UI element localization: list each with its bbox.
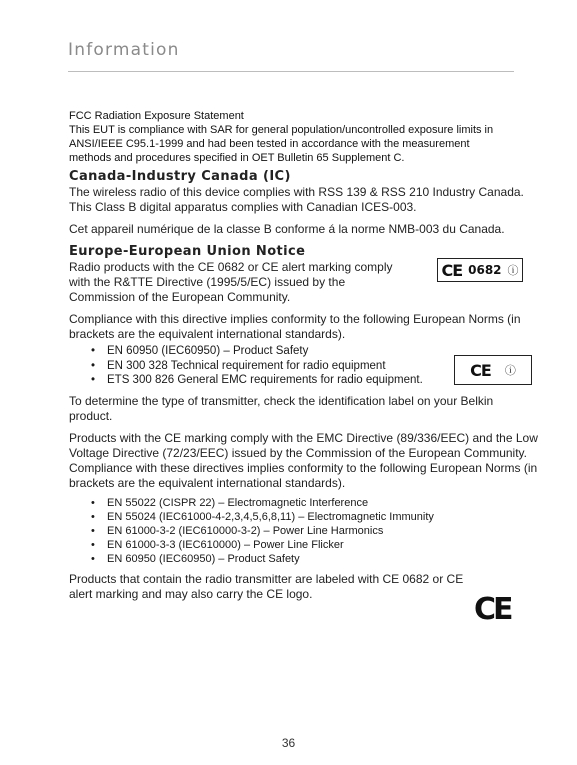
alert-icon: ⓘ bbox=[504, 364, 516, 377]
europe-section-title: Europe-European Union Notice bbox=[69, 244, 306, 259]
notified-body-number: 0682 bbox=[468, 263, 502, 277]
fcc-line: methods and procedures specified in OET Bulletin 65 Supplement C. bbox=[69, 152, 405, 164]
ce-0682-alert-mark bbox=[437, 258, 523, 282]
page-header-title: Information bbox=[68, 40, 180, 60]
header-divider bbox=[68, 71, 514, 72]
list-item: • ETS 300 826 General EMC requirements for radio equipment. bbox=[91, 373, 539, 388]
list-item: • EN 61000-3-2 (IEC610000-3-2) – Power Line Harmonics bbox=[91, 524, 539, 538]
alert-icon: ⓘ bbox=[507, 264, 519, 277]
fcc-line: This EUT is compliance with SAR for general population/uncontrolled exposure limits in bbox=[69, 124, 494, 136]
europe-paragraph-radio: Radio products with the CE 0682 or CE alert marking comply with the R&TTE Directive (1995/5/EC) issued by the Commission of the European Community. bbox=[69, 260, 393, 304]
ce-mark-icon: CE bbox=[441, 260, 463, 280]
list-item: • EN 60950 (IEC60950) – Product Safety bbox=[91, 344, 539, 359]
fcc-line: ANSI/IEEE C95.1-1999 and had been tested in accordance with the measurement bbox=[69, 138, 470, 150]
ce-mark-icon: CE bbox=[470, 360, 491, 380]
fcc-statement bbox=[69, 109, 539, 165]
canada-paragraph-french: Cet appareil numérique de la classe B conforme á la norme NMB-003 du Canada. bbox=[69, 222, 505, 236]
emc-norms-list bbox=[69, 496, 539, 566]
list-item: • EN 55022 (CISPR 22) – Electromagnetic Interference bbox=[91, 496, 539, 510]
emc-paragraph: Products with the CE marking comply with the EMC Directive (89/336/EEC) and the Low Voltage Directive (72/23/EEC) issued by the Commission of the European Community. Compliance with these directives implies conformity to the following European Norms (in brackets are the equivalent international standards). bbox=[69, 430, 538, 490]
list-item: • EN 61000-3-3 (IEC610000) – Power Line Flicker bbox=[91, 538, 539, 552]
list-item: • EN 55024 (IEC61000-4-2,3,4,5,6,8,11) – Electromagnetic Immunity bbox=[91, 510, 539, 524]
list-item: • EN 300 328 Technical requirement for radio equipment bbox=[91, 359, 539, 374]
transmitter-paragraph: To determine the type of transmitter, check the identification label on your Belkin product. bbox=[69, 393, 494, 423]
ce-alert-mark bbox=[454, 355, 532, 385]
canada-paragraph: The wireless radio of this device complies with RSS 139 & RSS 210 Industry Canada. This Class B digital apparatus complies with Canadian ICES-003. bbox=[69, 185, 524, 214]
ce-logo-icon: CE bbox=[474, 592, 511, 627]
canada-section-title: Canada-Industry Canada (IC) bbox=[69, 169, 291, 184]
list-item: • EN 60950 (IEC60950) – Product Safety bbox=[91, 552, 539, 566]
radio-label-paragraph: Products that contain the radio transmitter are labeled with CE 0682 or CE alert marking and may also carry the CE logo. bbox=[69, 571, 464, 601]
fcc-title: FCC Radiation Exposure Statement bbox=[69, 110, 244, 122]
europe-paragraph-compliance: Compliance with this directive implies conformity to the following European Norms (in brackets are the equivalent international standards). bbox=[69, 312, 521, 341]
page-number: 36 bbox=[281, 736, 296, 750]
